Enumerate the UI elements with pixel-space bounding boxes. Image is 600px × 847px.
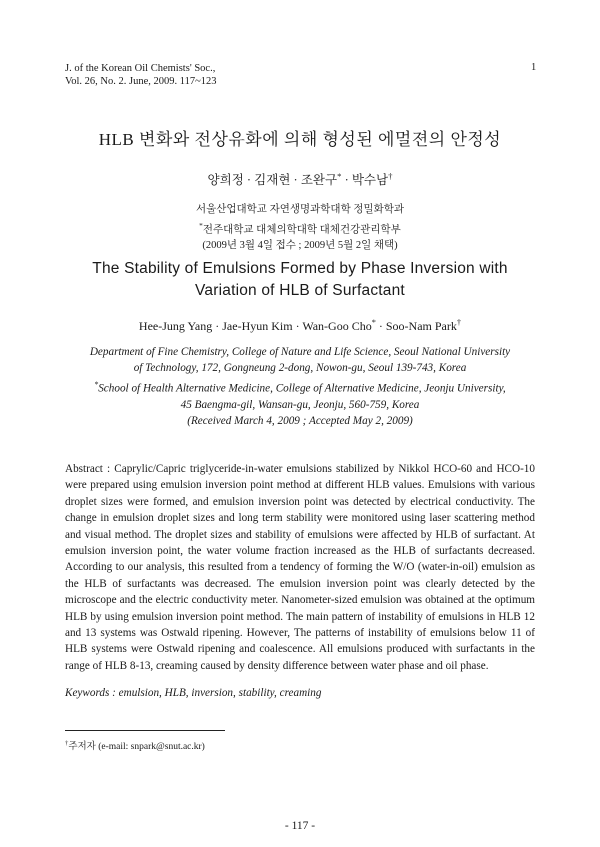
korean-affil-1: 서울산업대학교 자연생명과학대학 정밀화학과	[195, 204, 405, 215]
english-author-names: Hee-Jung Yang · Jae-Hyun Kim · Wan-Goo Cho	[138, 319, 372, 333]
korean-affil-2	[0, 218, 600, 238]
korean-authors	[0, 170, 600, 188]
page-number: - 117 -	[284, 820, 316, 832]
keywords: Keywords : emulsion, HLB, inversion, stability, creaming	[65, 687, 322, 699]
journal-volume: Vol. 26, No. 2. June, 2009. 117~123	[65, 76, 217, 87]
english-title	[0, 258, 600, 302]
english-affil-line-4: 45 Baengma-gil, Wansan-gu, Jeonju, 560-759, Korea	[180, 398, 420, 411]
english-title-line-1: The Stability of Emulsions Formed by Phase Inversion with	[92, 260, 508, 277]
abstract	[65, 461, 535, 674]
english-affil-3-text: School of Health Alternative Medicine, College of Alternative Medicine, Jeonju University,	[98, 382, 506, 395]
english-affil-line-1: Department of Fine Chemistry, College of Nature and Life Science, Seoul National University	[89, 346, 511, 358]
footnote-text: 주저자 (e-mail: snpark@snut.ac.kr)	[68, 742, 205, 752]
english-affil-line-2: of Technology, 172, Gongneung 2-dong, Nowon-gu, Seoul 139-743, Korea	[133, 362, 467, 375]
korean-author-dagger: †	[388, 170, 393, 181]
english-title-line-2: Variation of HLB of Surfactant	[195, 282, 405, 299]
korean-author-names: 양희정 · 김재현 · 조완구	[207, 173, 338, 187]
english-received: (Received March 4, 2009 ; Accepted May 2, 2009)	[187, 415, 413, 428]
english-author-last: · Soo-Nam Park	[375, 319, 457, 333]
english-affiliations	[0, 344, 600, 430]
english-affil-3-mark: *	[94, 379, 99, 389]
korean-author-last: · 박수남	[341, 173, 389, 187]
korean-affiliations	[0, 202, 600, 253]
journal-name: J. of the Korean Oil Chemists' Soc.,	[65, 63, 216, 74]
english-affil-line-3	[0, 377, 600, 397]
header-page-number: 1	[531, 62, 537, 73]
abstract-label: Abstract :	[65, 463, 111, 475]
journal-citation	[65, 62, 217, 88]
abstract-text: Caprylic/Capric triglyceride-in-water emulsions stabilized by Nikkol HCO-60 and HCO-10 were prepared using emulsion inversion point method at different HLB values. Emulsions with various droplet sizes were formed, and emulsion inversion point was detected by electrical conductivity. The change in emulsion droplet sizes and long term stability were monitored using laser scattering method and visual method. The droplet sizes and stability of emulsions were affected by HLB of surfactant. At emulsion inversion point, the water volume fraction increased as the HLB of surfactants decreased. According to our analysis, this resulted from a tendency of forming the W/O (water-in-oil) emulsion as the HLB of surfactants was decreased. The emulsion inversion point was clearly detected by the microscope and the electric conductivity meter. Nanometer-sized emulsion was obtained at the optimum HLB by using emulsion inversion point method. The main pattern of instability of emulsions in HLB 12 and 13 systems was Ostwald ripening. However, The patterns of instability of emulsions below 11 of HLB systems were Ostwald ripening and coalescence. All emulsions produced with surfactants in the range of HLB 8-13, creaming caused by density difference between water phase and oil phase.	[65, 463, 535, 672]
korean-title: HLB 변화와 전상유화에 의해 형성된 에멀젼의 안정성	[98, 130, 502, 149]
english-author-mark: *	[371, 318, 376, 327]
english-author-dagger: †	[456, 318, 462, 327]
korean-affil-2-text: 전주대학교 대체의학대학 대체건강관리학부	[202, 224, 401, 235]
footnote	[65, 738, 205, 752]
english-authors	[0, 318, 600, 334]
footnote-dagger: †	[65, 739, 69, 747]
footnote-divider	[65, 730, 225, 731]
korean-received: (2009년 3월 4일 접수 ; 2009년 5월 2일 채택)	[202, 239, 398, 251]
korean-author-mark: *	[337, 170, 342, 181]
korean-affil-2-mark: *	[199, 220, 203, 230]
